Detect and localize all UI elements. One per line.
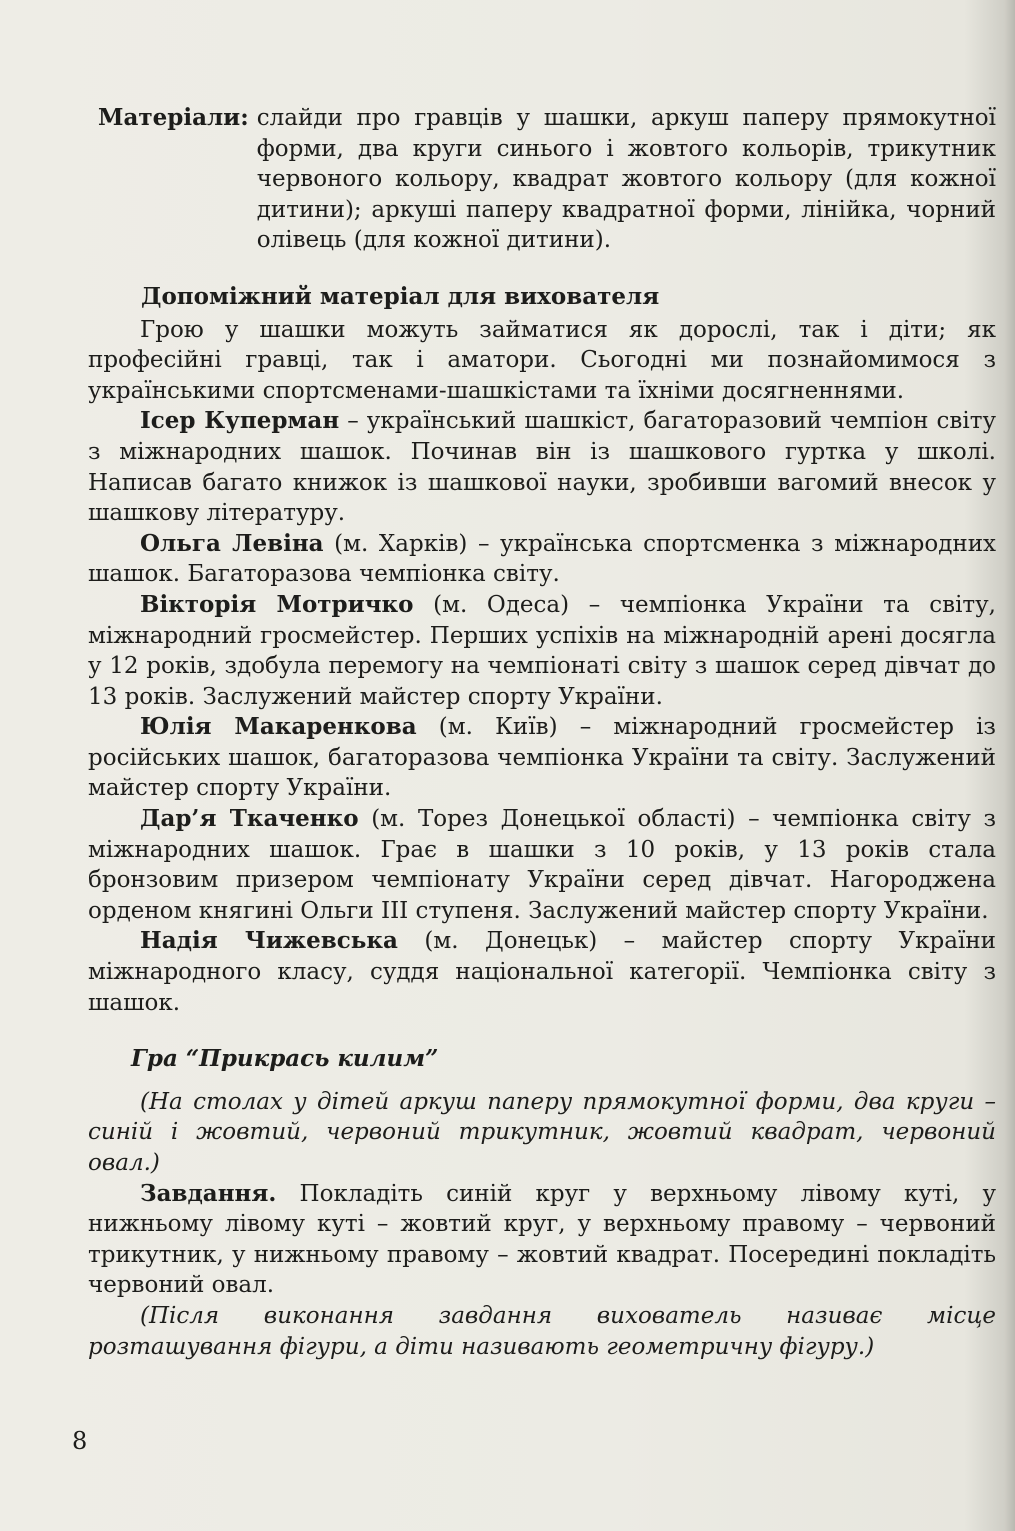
- bio-name: Дар’я Ткаченко: [140, 805, 359, 833]
- page-content: [88, 103, 996, 1362]
- bio-name: Надія Чижевська: [140, 927, 398, 955]
- game-task: [88, 1179, 996, 1301]
- section-title: Допоміжний матеріал для вихователя: [141, 282, 660, 310]
- bio-name: Ольга Левіна: [140, 529, 324, 557]
- bio-paragraph: [88, 804, 996, 926]
- page-number: 8: [72, 1427, 88, 1455]
- bio-text: (м. Донецьк) – майстер спорту України міжнародного класу, суддя національної категорії. Чемпіонка світу з шашок.: [88, 928, 996, 1016]
- bio-name: Юлія Макаренкова: [140, 713, 417, 741]
- game-setup: (На столах у дітей аркуш паперу прямокутної форми, два круги – синій і жовтий, червоний трикутник, жовтий квадрат, червоний овал.): [88, 1088, 996, 1176]
- bio-name: Ісер Куперман: [140, 407, 340, 435]
- bio-paragraph: [88, 712, 996, 804]
- bio-paragraph: [88, 529, 996, 590]
- materials-text: слайди про гравців у шашки, аркуш паперу прямокутної форми, два круги синього і жовтого кольорів, трикутник червоного кольору, квадрат жовтого кольору (для кожної дитини); аркуші паперу квадратної форми, лінійка, чорний олівець (для кожної дитини).: [256, 105, 996, 254]
- bio-paragraph: [88, 406, 996, 528]
- bio-paragraph: [88, 590, 996, 712]
- game-title: Гра “Прикрась килим”: [131, 1045, 439, 1073]
- bio-text: (м. Харків) – українська спортсменка з міжнародних шашок. Багаторазова чемпіонка світу.: [88, 530, 996, 588]
- task-text: Покладіть синій круг у верхньому лівому куті, у нижньому лівому куті – жовтий круг, у верхньому правому – червоний трикутник, у нижньому правому – жовтий квадрат. Посередині покладіть червоний овал.: [88, 1180, 996, 1299]
- bio-paragraph: [88, 926, 996, 1018]
- bio-name: Вікторія Мотричко: [140, 590, 414, 618]
- materials-block: [88, 103, 996, 256]
- game-note: (Після виконання завдання вихователь називає місце розташування фігури, а діти називають геометричну фігуру.): [88, 1302, 996, 1360]
- task-label: Завдання.: [140, 1179, 277, 1207]
- bio-text: – український шашкіст, багаторазовий чемпіон світу з міжнародних шашок. Починав він із шашкового гуртка у школі. Написав багато книжок із шашкової науки, зробивши вагомий внесок у шашкову літературу.: [88, 408, 996, 527]
- bio-text: (м. Київ) – міжнародний гросмейстер із російських шашок, багаторазова чемпіонка України та світу. Заслужений майстер спорту України.: [88, 714, 996, 802]
- bio-text: (м. Одеса) – чемпіонка України та світу, міжнародний гросмейстер. Перших успіхів на міжнародній арені досягла у 12 років, здобула перемогу на чемпіонаті світу з шашок серед дівчат до 13 років. Заслужений майстер спорту України.: [88, 591, 996, 710]
- bio-text: (м. Торез Донецької області) – чемпіонка світу з міжнародних шашок. Грає в шашки з 10 років, у 13 років стала бронзовим призером чемпіонату України серед дівчат. Нагороджена орденом княгині Ольги ІІІ ступеня. Заслужений майстер спорту України.: [88, 806, 996, 924]
- materials-label: Матеріали:: [98, 104, 249, 131]
- intro-paragraph: Грою у шашки можуть займатися як дорослі, так і діти; як професійні гравці, так і аматори. Сьогодні ми познайомимося з українськими спортсменами-шашкістами та їхніми досягненнями.: [88, 316, 996, 404]
